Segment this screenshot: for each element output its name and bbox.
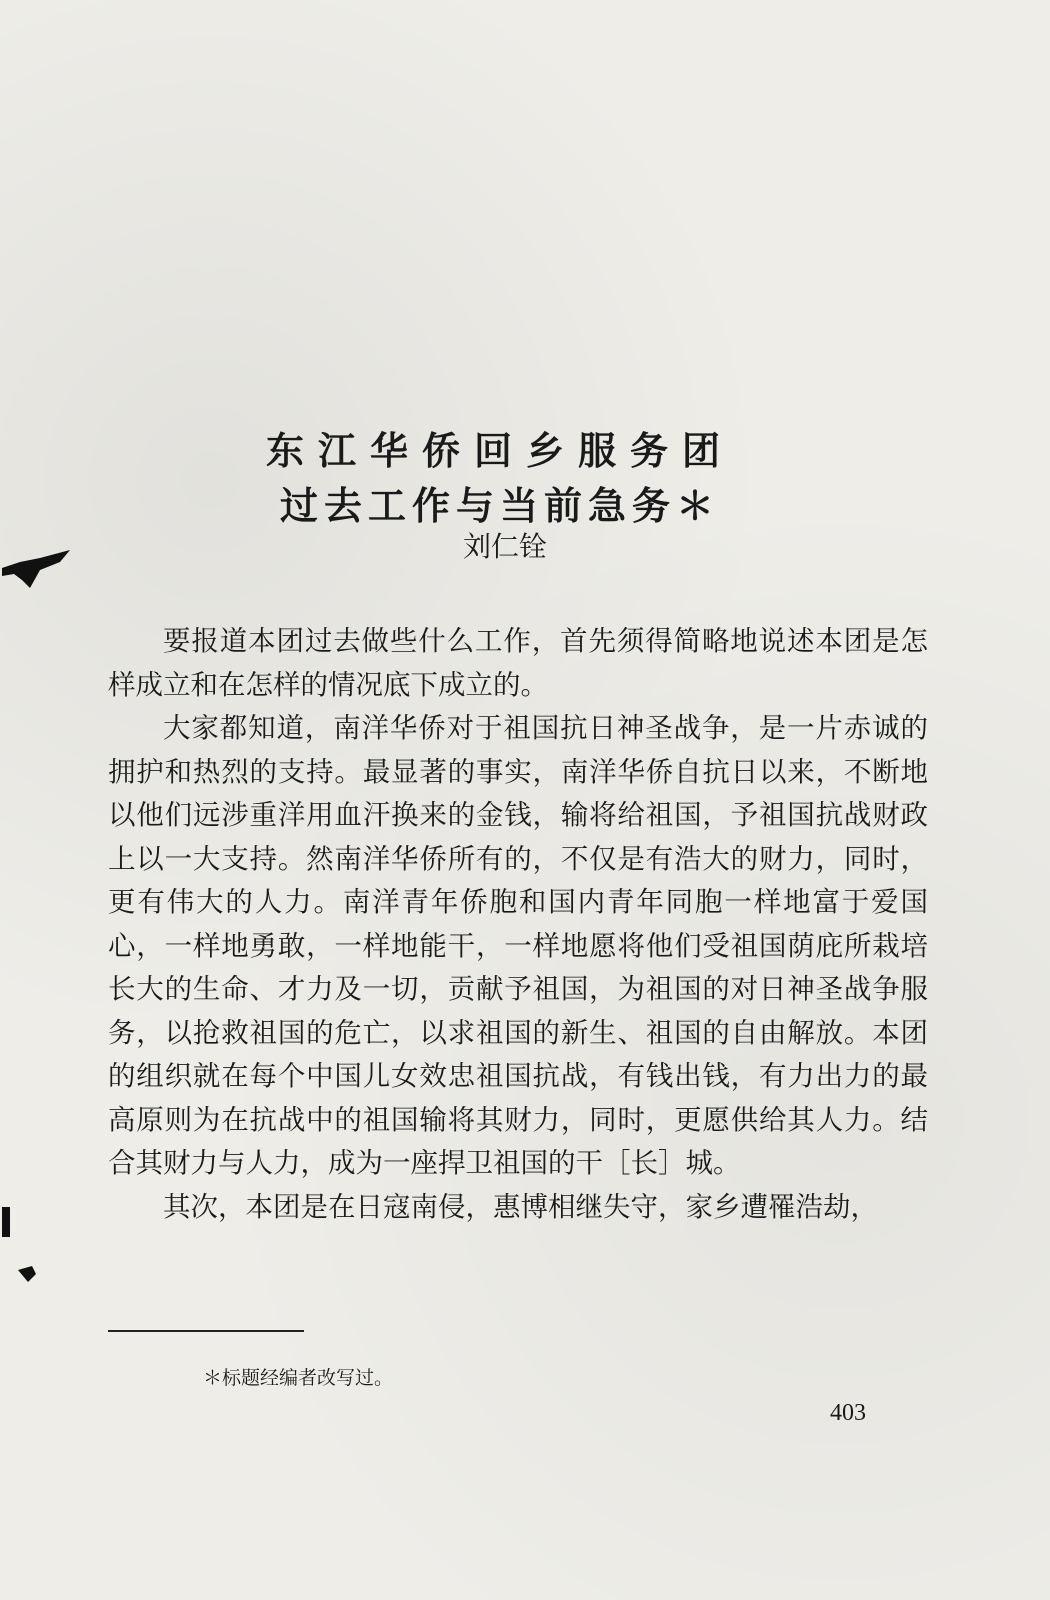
scan-dot-mark bbox=[14, 1260, 44, 1290]
footnote: ＊标题经编者改写过。 bbox=[203, 1367, 394, 1389]
title-line-2: 过去工作与当前急务＊ bbox=[279, 483, 720, 529]
scan-blot-mark bbox=[0, 540, 80, 610]
scan-edge-mark bbox=[0, 1205, 20, 1245]
article-body bbox=[108, 620, 928, 1229]
paragraph-3: 其次，本团是在日寇南侵，惠博相继失守，家乡遭罹浩劫， bbox=[163, 1190, 878, 1223]
footnote-rule bbox=[108, 1330, 304, 1332]
paragraph-2: 大家都知道，南洋华侨对于祖国抗日神圣战争，是一片赤诚的拥护和热烈的支持。最显著的事实，南洋华侨自抗日以来，不断地以他们远涉重洋用血汗换来的金钱，输将给祖国，予祖国抗战财政上以一大支持。然南洋华侨所有的，不仅是有浩大的财力，同时，更有伟大的人力。南洋青年侨胞和国内青年同胞一样地富于爱国心，一样地勇敢，一样地能干，一样地愿将他们受祖国荫庇所栽培长大的生命、才力及一切，贡献予祖国，为祖国的对日神圣战争服务，以抢救祖国的危亡，以求祖国的新生、祖国的自由解放。本团的组织就在每个中国儿女效忠祖国抗战，有钱出钱，有力出力的最高原则为在抗战中的祖国输将其财力，同时，更愿供给其人力。结合其财力与人力，成为一座捍卫祖国的干［长］城。 bbox=[108, 712, 928, 1179]
page-number: 403 bbox=[830, 1400, 866, 1426]
paragraph-1: 要报道本团过去做些什么工作，首先须得简略地说述本团是怎样成立和在怎样的情况底下成立的。 bbox=[108, 625, 928, 701]
author-name: 刘仁铨 bbox=[462, 530, 547, 563]
title-line-1: 东江华侨回乡服务团 bbox=[265, 428, 734, 474]
